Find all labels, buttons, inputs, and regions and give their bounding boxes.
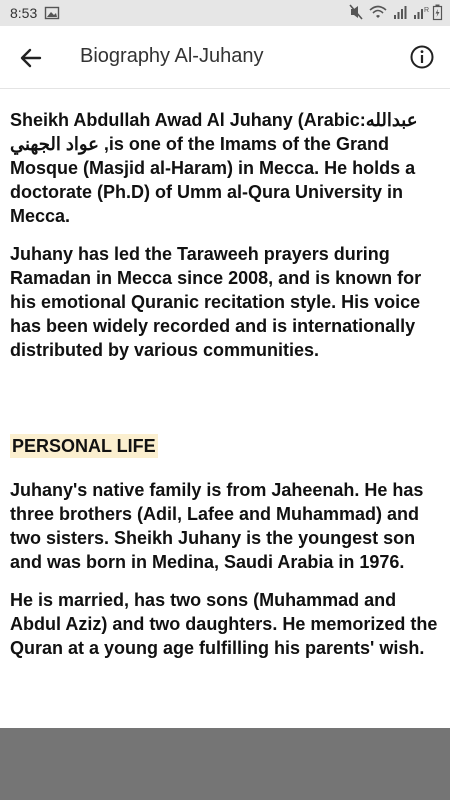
battery-icon [433, 4, 442, 20]
status-bar [0, 0, 450, 26]
arrow-left-icon[interactable] [18, 45, 44, 71]
status-icons [349, 4, 442, 20]
mute-icon [349, 4, 363, 20]
bottom-ad-overlay [0, 728, 450, 800]
wifi-icon [369, 4, 387, 20]
signal-icon [393, 4, 407, 20]
app-bar [0, 26, 450, 89]
image-icon [45, 7, 59, 19]
section-heading-personal-life: PERSONAL LIFE [12, 436, 156, 456]
section-spacer [10, 376, 440, 434]
family-paragraph: Juhany's native family is from Jaheenah. He has three brothers (Adil, Lafee and Muhammad) and two sisters. Sheikh Juhany is the youngest son and was born in Medina, Saudi Arabia in 1976. [10, 480, 424, 572]
signal-r-icon [413, 4, 430, 20]
intro-paragraph: Sheikh Abdullah Awad Al Juhany (Arabic:عبدالله عواد الجهني ,is one of the Imams of the Grand Mosque (Masjid al-Haram) in Mecca. He holds a doctorate (Ph.D) of Umm al-Qura University in Mecca. [10, 110, 418, 226]
biography-content[interactable] [0, 88, 450, 728]
svg-text:R: R [424, 7, 430, 14]
page-title: Biography Al-Juhany [80, 45, 264, 67]
taraweeh-paragraph: Juhany has led the Taraweeh prayers during Ramadan in Mecca since 2008, and is known for his emotional Quranic recitation style. His voice has been widely recorded and is internationally distributed by various communities. [10, 244, 422, 360]
marriage-paragraph: He is married, has two sons (Muhammad and Abdul Aziz) and two daughters. He memorized the Quran at a young age fulfilling his parents' wish. [10, 590, 438, 658]
status-time: 8:53 [10, 5, 38, 21]
info-icon[interactable] [408, 43, 436, 71]
